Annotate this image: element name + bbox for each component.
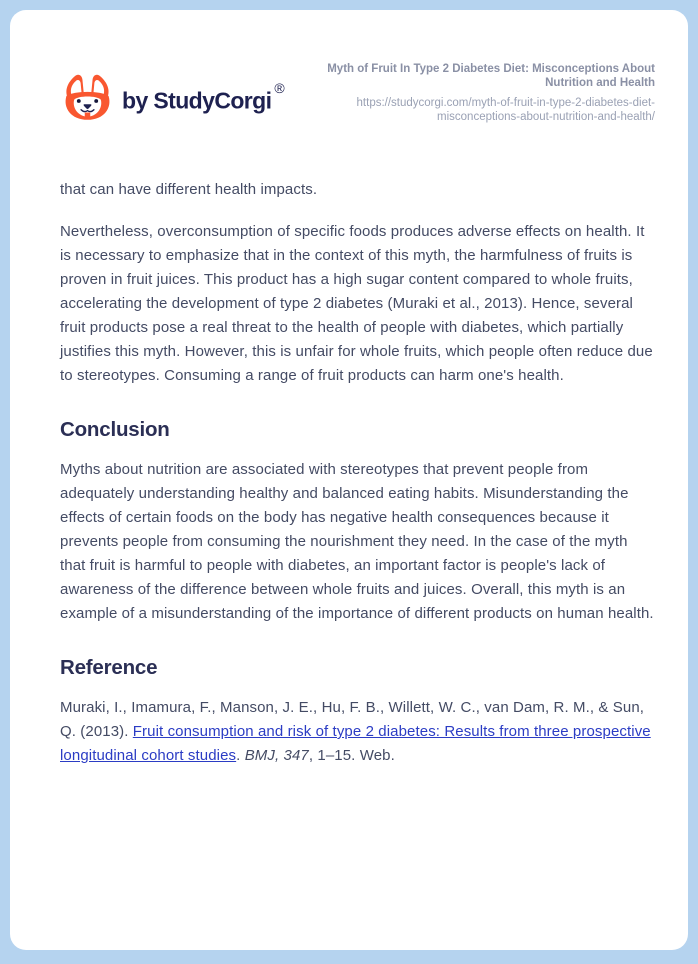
reference-heading: Reference xyxy=(60,656,158,679)
corgi-logo-icon xyxy=(60,72,115,130)
reference-link[interactable]: Fruit consumption and risk of type 2 diabetes: Results from three prospective longitudinal cohort studies xyxy=(60,723,651,764)
document-header xyxy=(60,60,655,130)
citation-authors: Muraki, I., Imamura, F., Manson, J. E., Hu, F. B., Willett, W. C., van Dam, R. M., & Sun, Q. (2013). xyxy=(60,699,645,740)
document-card xyxy=(10,10,688,950)
brand-name: by StudyCorgi ® xyxy=(122,80,285,114)
document-title: Myth of Fruit In Type 2 Diabetes Diet: Misconceptions About Nutrition and Health xyxy=(327,63,655,89)
conclusion-heading: Conclusion xyxy=(60,418,170,441)
paragraph-intro-tail: that can have different health impacts. xyxy=(60,181,318,198)
paragraph-myth: Nevertheless, overconsumption of specific foods produces adverse effects on health. It is necessary to emphasize that in the context of this myth, the harmfulness of fruits is proven in fruit juices. This product has a high sugar content compared to whole fruits, accelerating the development of type 2 diabetes (Muraki et al., 2013). Hence, several fruit products pose a real threat to the health of people with diabetes, which partially justifies this myth. However, this is unfair for whole fruits, which people often reduce due to stereotypes. Consuming a range of fruit products can harm one's health. xyxy=(60,223,653,384)
article-body xyxy=(60,178,655,768)
reference-citation xyxy=(60,696,655,768)
citation-journal: BMJ, 347 xyxy=(244,747,309,764)
paragraph-conclusion: Myths about nutrition are associated with stereotypes that prevent people from adequately understanding healthy and balanced eating habits. Misunderstanding the effects of certain foods on the body has negative health consequences because it prevents people from consuming the nourishment they need. In the case of the myth that fruit is harmful to people with diabetes, an important factor is people's lack of awareness of the difference between whole fruits and juices. Overall, this myth is an example of a misunderstanding of the importance of different products on human health. xyxy=(60,461,654,622)
citation-separator: . xyxy=(236,747,245,764)
registered-trademark-symbol: ® xyxy=(274,80,285,97)
studycorgi-brand xyxy=(60,72,284,130)
document-url: https://studycorgi.com/myth-of-fruit-in-type-2-diabetes-diet-misconceptions-about-nutrition-and-health/ xyxy=(356,97,655,123)
document-meta xyxy=(305,60,655,124)
citation-pages: , 1–15. Web. xyxy=(308,747,395,764)
